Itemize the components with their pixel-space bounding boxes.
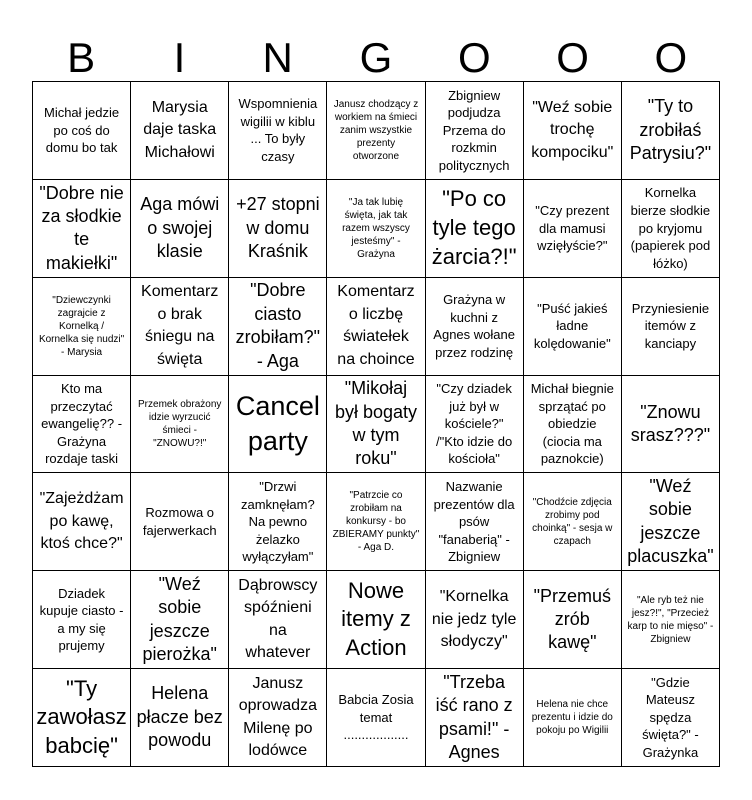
bingo-cell[interactable] (426, 473, 524, 571)
bingo-cell-text: "Zajeżdżam po kawę, ktoś chce?" (39, 490, 124, 553)
bingo-cell-text: "Mikołaj był bogaty w tym roku" (334, 378, 418, 469)
bingo-cell[interactable] (33, 180, 131, 278)
bingo-cell-text: "Weź sobie trochę kompociku" (531, 98, 614, 161)
bingo-cell-text: "Przemuś zrób kawę" (533, 585, 611, 653)
bingo-cell[interactable] (229, 571, 327, 669)
bingo-cell[interactable] (229, 669, 327, 767)
header-letter: N (262, 34, 293, 81)
bingo-cell-text: "Trzeba iść rano z psami!" - Agnes (435, 671, 513, 762)
bingo-cell-text: "Czy prezent dla mamusi wzięłyście?" (535, 202, 610, 254)
bingo-cell[interactable] (229, 180, 327, 278)
bingo-cell[interactable] (131, 82, 229, 180)
bingo-cell-text: Kornelka bierze słodkie po kryjomu (papierek pod łóżko) (630, 185, 711, 271)
bingo-cell[interactable] (131, 278, 229, 376)
bingo-cell[interactable] (327, 82, 425, 180)
bingo-cell[interactable] (327, 278, 425, 376)
bingo-cell-text: Janusz chodzący z workiem na śmieci zanim wszystkie prezenty otworzone (333, 98, 419, 162)
bingo-cell[interactable] (229, 376, 327, 474)
bingo-cell[interactable] (33, 669, 131, 767)
bingo-cell-text: "Dobre nie za słodkie te makiełki" (39, 182, 124, 273)
bingo-cell-text: "Dobre ciasto zrobiłam?" - Aga (235, 280, 321, 371)
bingo-cell[interactable] (33, 473, 131, 571)
bingo-cell-text: "Ja tak lubię święta, jak tak razem wszyscy jesteśmy" - Grażyna (342, 196, 410, 260)
header-letter: O (457, 34, 491, 81)
bingo-cell[interactable] (229, 278, 327, 376)
bingo-cell[interactable] (524, 180, 622, 278)
header-letter: O (654, 34, 688, 81)
bingo-cell[interactable] (33, 278, 131, 376)
bingo-cell-text: Grażyna w kuchni z Agnes wołane przez rodzinę (433, 292, 515, 360)
bingo-cell-text: "Weź sobie jeszcze placuszka" (627, 476, 714, 567)
bingo-cell-text: Helena nie chce prezentu i idzie do pokoju po Wigilii (531, 699, 613, 737)
bingo-cell[interactable] (622, 669, 720, 767)
bingo-cell[interactable] (327, 376, 425, 474)
bingo-cell[interactable] (622, 82, 720, 180)
bingo-cell-text: Aga mówi o swojej klasie (140, 194, 220, 261)
bingo-cell[interactable] (426, 669, 524, 767)
bingo-cell-text: "Ty zawołasz babcię" (36, 675, 127, 758)
bingo-cell-text: Michał jedzie po coś do domu bo tak (43, 105, 120, 156)
bingo-cell[interactable] (426, 571, 524, 669)
bingo-cell[interactable] (327, 473, 425, 571)
bingo-cell[interactable] (622, 180, 720, 278)
bingo-cell-text: Komentarz o liczbę światełek na choince (337, 283, 415, 368)
bingo-cell[interactable] (426, 376, 524, 474)
bingo-cell[interactable] (622, 376, 720, 474)
bingo-cell-text: Przemek obrażony idzie wyrzucić śmieci - "ZNOWU?!" (138, 398, 222, 449)
bingo-cell-text: Helena płacze bez powodu (136, 683, 223, 751)
bingo-cell[interactable] (131, 376, 229, 474)
bingo-cell-text: +27 stopni w domu Kraśnik (236, 194, 320, 261)
bingo-cell[interactable] (33, 82, 131, 180)
bingo-cell-text: Zbigniew podjudza Przema do rozkmin politycznych (438, 87, 510, 173)
bingo-cell[interactable] (426, 180, 524, 278)
bingo-cell[interactable] (131, 473, 229, 571)
header-letter: G (359, 34, 393, 81)
bingo-cell[interactable] (426, 278, 524, 376)
bingo-cell-text: "Ty to zrobiłaś Patrysiu?" (629, 96, 712, 164)
bingo-header (32, 34, 720, 84)
bingo-cell[interactable] (524, 82, 622, 180)
bingo-cell-text: Komentarz o brak śniegu na święta (141, 283, 219, 368)
bingo-cell-text: "Drzwi zamknęłam? Na pewno żelazko wyłączyłam" (241, 478, 315, 565)
bingo-cell[interactable] (426, 82, 524, 180)
bingo-cell-text: Nowe itemy z Action (341, 577, 411, 660)
bingo-cell[interactable] (131, 669, 229, 767)
bingo-cell[interactable] (229, 473, 327, 571)
bingo-cell-text: Michał biegnie sprzątać po obiedzie (ciocia ma paznokcie) (530, 381, 614, 467)
bingo-cell-text: Marysia daje taska Michałowi (143, 98, 217, 161)
bingo-cell[interactable] (622, 473, 720, 571)
bingo-cell-text: Cancel party (235, 390, 320, 456)
bingo-cell-text: "Znowu srasz???" (630, 401, 711, 445)
header-letter: B (67, 34, 96, 81)
bingo-cell[interactable] (524, 473, 622, 571)
bingo-cell[interactable] (524, 669, 622, 767)
bingo-cell[interactable] (33, 376, 131, 474)
bingo-cell-text: Kto ma przeczytać ewangelię?? - Grażyna rozdaje taski (41, 381, 123, 467)
bingo-cell[interactable] (327, 571, 425, 669)
bingo-cell-text: "Puść jakieś ładne kolędowanie" (533, 300, 611, 351)
bingo-cell-text: "Patrzcie co zrobiłam na konkursy - bo ZBIERAMY punkty" - Aga D. (332, 490, 420, 554)
bingo-cell-text: Dziadek kupuje ciasto - a my się prujemy (39, 585, 124, 654)
bingo-cell-text: Babcia Zosia temat .................. (338, 692, 414, 743)
bingo-cell-text: "Po co tyle tego żarcia?!" (431, 186, 517, 269)
bingo-cell[interactable] (524, 278, 622, 376)
bingo-cell-text: "Ale ryb też nie jesz?!", "Przecież karp to nie mięso" - Zbigniew (627, 594, 714, 645)
bingo-cell[interactable] (327, 669, 425, 767)
bingo-cell-text: "Czy dziadek już był w kościele?" /"Kto idzie do kościoła" (436, 381, 513, 467)
bingo-cell-text: Janusz oprowadza Milenę po lodówce (238, 674, 317, 759)
bingo-cell[interactable] (33, 571, 131, 669)
bingo-cell-text: "Chodźcie zdjęcia zrobimy pod choinką" - sesja w czapach (532, 496, 613, 547)
bingo-cell-text: Dąbrowscy spóźnieni na whatever (238, 576, 318, 662)
bingo-cell[interactable] (622, 571, 720, 669)
bingo-cell-text: Rozmowa o fajerwerkach (142, 505, 217, 538)
bingo-cell[interactable] (524, 376, 622, 474)
bingo-cell[interactable] (229, 82, 327, 180)
bingo-cell-text: Nazwanie prezentów dla psów "fanaberią" - Zbigniew (433, 478, 515, 565)
bingo-cell-text: "Kornelka nie jedz tyle słodyczy" (431, 588, 517, 650)
bingo-cell-text: Przyniesienie itemów z kanciapy (631, 300, 710, 351)
bingo-cell[interactable] (622, 278, 720, 376)
bingo-cell-text: "Weź sobie jeszcze pierożka" (142, 573, 217, 665)
bingo-grid (32, 81, 720, 767)
header-letter: I (173, 34, 186, 81)
bingo-cell-text: Wspomnienia wigilii w kiblu ... To były czasy (238, 96, 318, 164)
bingo-cell[interactable] (131, 180, 229, 278)
bingo-cell-text: "Gdzie Mateusz spędza święta?" - Grażynka (642, 674, 699, 760)
bingo-cell[interactable] (524, 571, 622, 669)
bingo-cell[interactable] (327, 180, 425, 278)
bingo-cell-text: "Dziewczynki zagrajcie z Kornelką / Kornelka się nudzi" - Marysia (38, 294, 125, 358)
header-letter: O (556, 34, 589, 81)
bingo-cell[interactable] (131, 571, 229, 669)
